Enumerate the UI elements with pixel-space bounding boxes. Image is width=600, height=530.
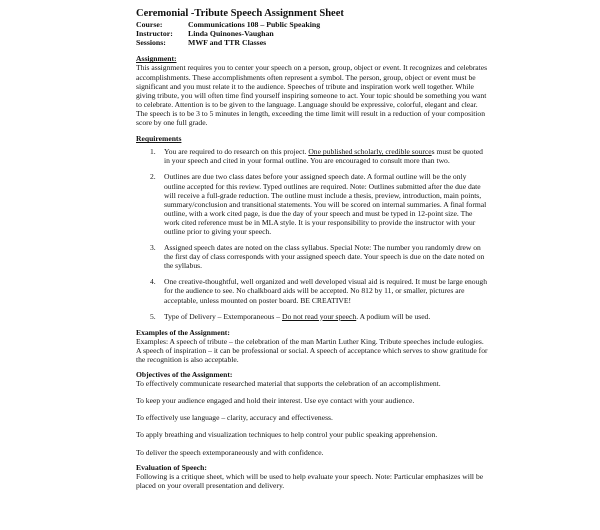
item-number: 5. <box>150 311 156 321</box>
assignment-sheet <box>136 8 488 490</box>
meta-value: MWF and TTR Classes <box>188 37 267 47</box>
list-item <box>136 147 488 165</box>
objective-item: To effectively use language – clarity, accuracy and effectiveness. <box>136 413 333 423</box>
meta-label: Sessions: <box>136 37 166 47</box>
examples-text: Examples: A speech of tribute – the celebration of the man Martin Luther King. Tribute speeches include eulogies. A speech of inspiration – it can be professional or social. A speech of acceptance which serves to show gratitude for the recognition is also acceptable. <box>136 336 488 365</box>
course-meta <box>136 21 488 47</box>
objective-item: To effectively communicate researched material that supports the celebration of an accomplishment. <box>136 379 441 389</box>
meta-value: Linda Quinones-Vaughan <box>188 28 274 38</box>
meta-label: Instructor: <box>136 28 173 38</box>
item-text: One creative-thoughtful, well organized and well developed visual aid is required. It must be large enough for the audience to see. No chalkboard aids will be accepted. No 812 by 11, or smaller, pictures are acceptable, unless mounted on poster board. BE CREATIVE! <box>164 277 487 305</box>
item-number: 1. <box>150 147 156 157</box>
item-text: Type of Delivery – Extemporaneous – Do not read your speech. A podium will be used. <box>164 311 431 321</box>
objective-item: To apply breathing and visualization techniques to help control your public speaking apprehension. <box>136 430 438 440</box>
examples-heading: Examples of the Assignment: <box>136 327 230 337</box>
requirements-list <box>136 147 488 321</box>
evaluation-text: Following is a critique sheet, which will be used to help evaluate your speech. Note: Particular emphasizes will be placed on your overall presentation and delivery. <box>136 471 484 490</box>
evaluation-heading: Evaluation of Speech: <box>136 462 207 472</box>
item-text: You are required to do research on this project. One published scholarly, credible sources must be quoted in your speech and cited in your formal outline. You are encouraged to consult more than two. <box>164 147 483 166</box>
item-text: Assigned speech dates are noted on the class syllabus. Special Note: The number you randomly drew on the first day of class corresponds with your assigned speech date. Your speech is due on the date noted on the syllabus. <box>164 243 485 271</box>
objective-item: To keep your audience engaged and hold their interest. Use eye contact with your audience. <box>136 396 415 406</box>
objective-item: To deliver the speech extemporaneously and with confidence. <box>136 447 324 457</box>
item-text: Outlines are due two class dates before your assigned speech date. A formal outline will be the only outline accepted for this review. Typed outlines are required. Note: Outlines submitted after the due date will receive a full-grade reduction. The outline must include a thesis, preview, introduction, main points, summary/conclusion and transitional statements. You will be scored on internal summaries. A final formal outline, with a work cited page, is due the day of your speech and must be typed in 12-point size. The work cited reference must be in MLA style. It is your responsibility to provide the instructor with your outline prior to giving your speech. <box>164 172 487 236</box>
meta-value: Communications 108 – Public Speaking <box>188 20 321 29</box>
item-number: 4. <box>150 277 156 287</box>
list-item <box>136 243 488 270</box>
item-number: 2. <box>150 172 156 182</box>
item-number: 3. <box>150 243 156 253</box>
list-item <box>136 277 488 304</box>
assignment-text: This assignment requires you to center your speech on a person, group, object or event. It recognizes and celebrates accomplishments. These accomplishments often represent a symbol. The person, group, object or event must be significant and you must relate it to the audience. Speeches of tribute and inspiration work well together. While giving tribute, you will often time find yourself inspiring someone to act. Your topic should be something you want to celebrate. Attention is to be given to the language. Language should be expressive, colorful, elegant and clear. The speech is to be 3 to 5 minutes in length, exceeding the time limit will result in a reduction of your composition score by one full grade. <box>136 63 488 128</box>
requirements-heading: Requirements <box>136 134 182 144</box>
document-title: Ceremonial -Tribute Speech Assignment Sheet <box>136 8 344 19</box>
objectives-list <box>136 379 488 456</box>
meta-label: Course: <box>136 20 163 29</box>
assignment-heading: Assignment: <box>136 54 177 64</box>
objectives-heading: Objectives of the Assignment: <box>136 370 233 380</box>
list-item <box>136 312 488 321</box>
list-item <box>136 172 488 236</box>
